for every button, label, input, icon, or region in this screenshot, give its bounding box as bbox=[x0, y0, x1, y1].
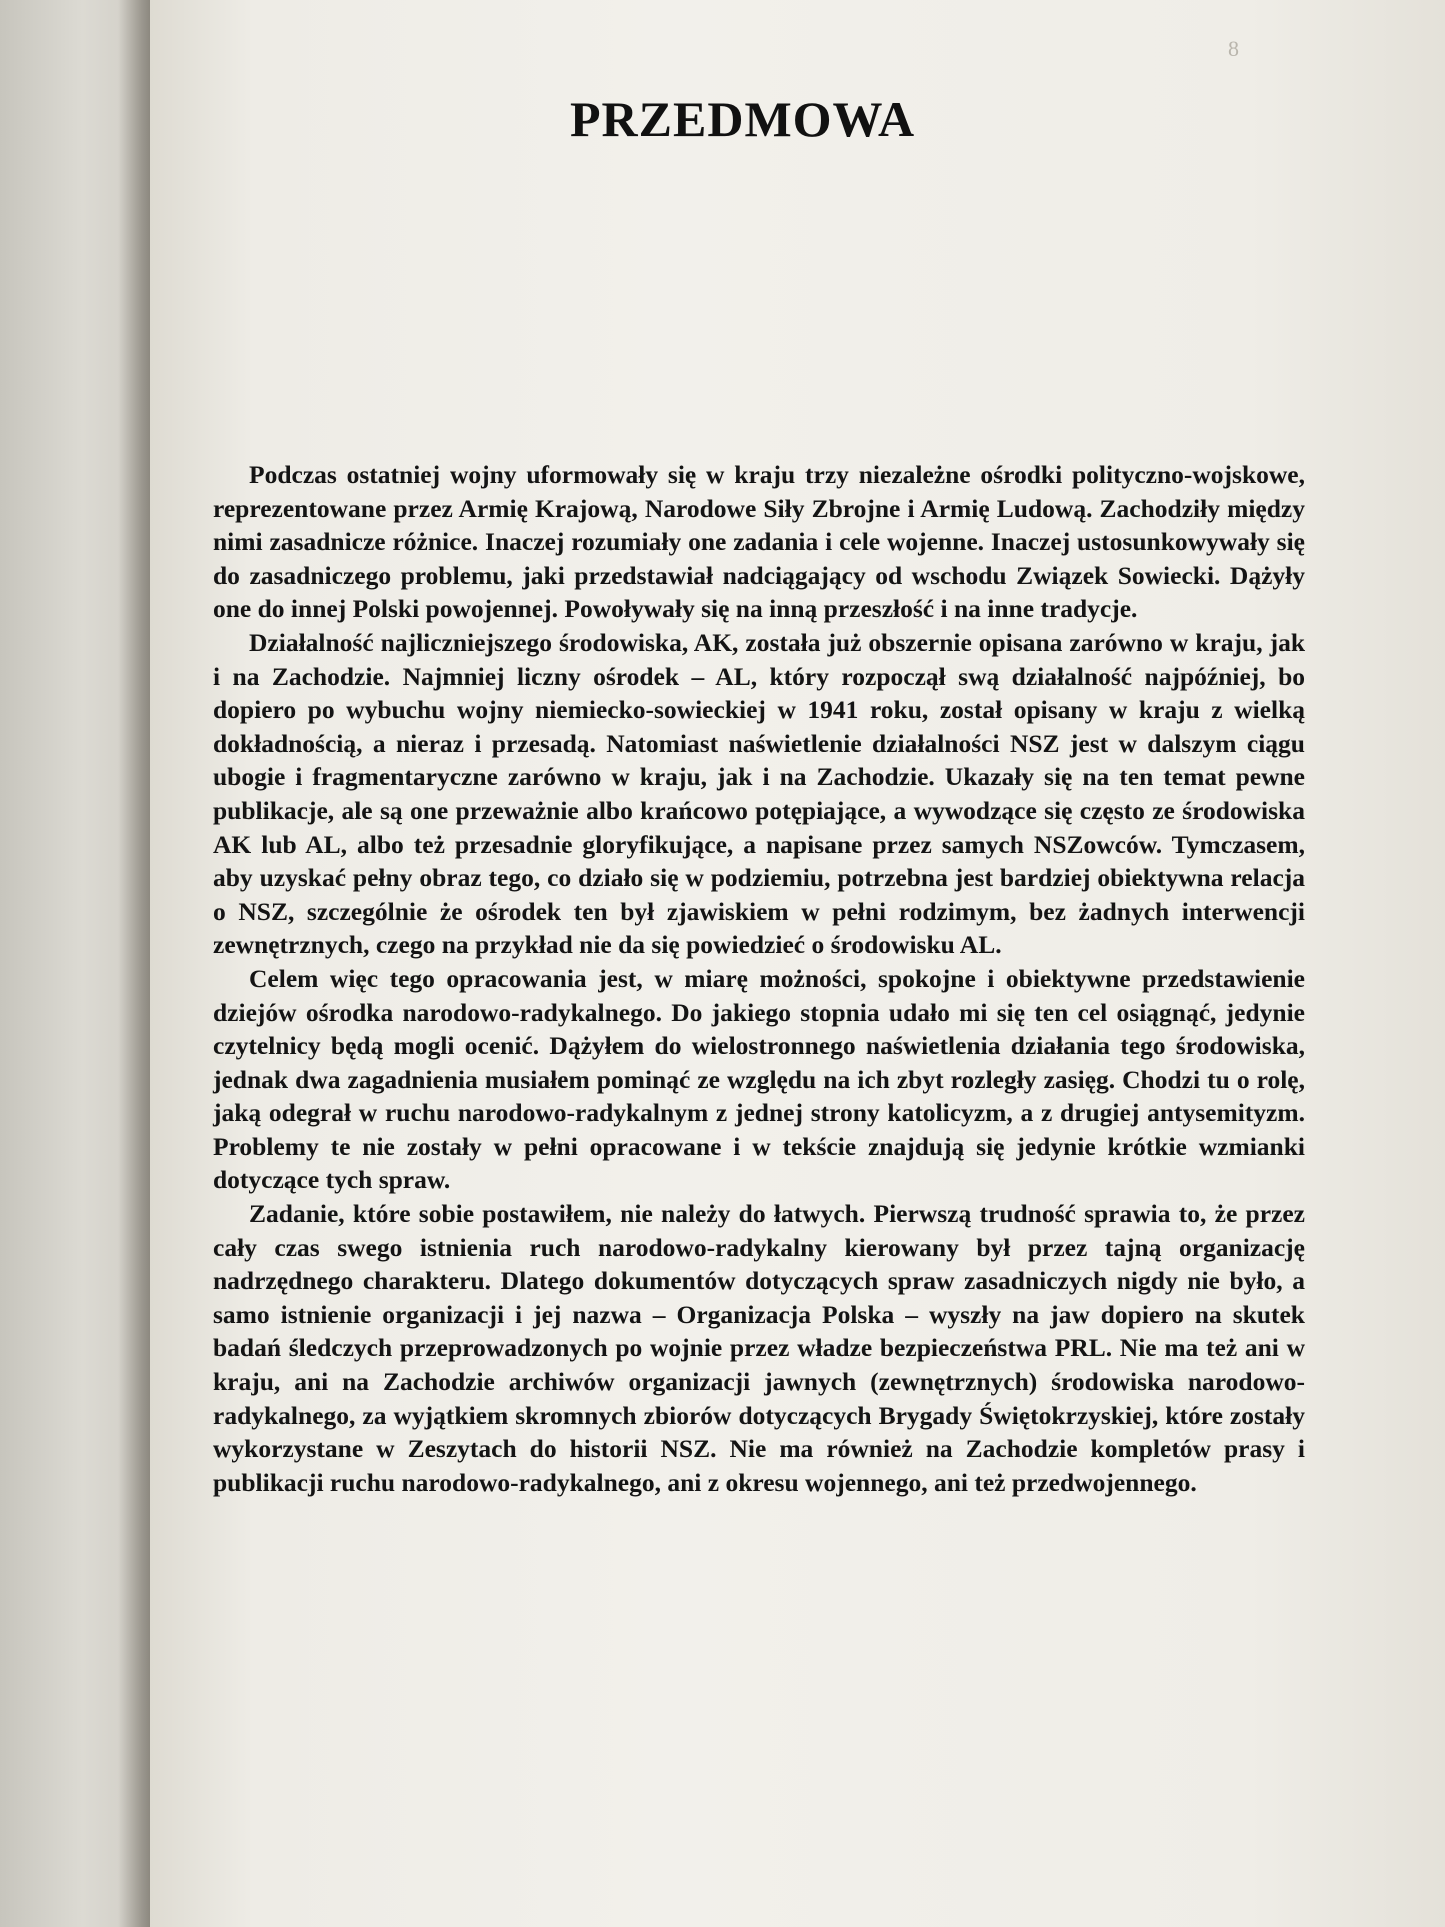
paragraph: Zadanie, które sobie postawiłem, nie należy do łatwych. Pierwszą trudność sprawia to, że przez cały czas swego istnienia ruch narodowo-radykalny kierowany był przez tajną organizację nadrzędnego charakteru. Dlatego dokumentów dotyczących spraw zasadniczych nigdy nie było, a samo istnienie organizacji i jej nazwa – Organizacja Polska – wyszły na jaw dopiero na skutek badań śledczych przeprowadzonych po wojnie przez władze bezpieczeństwa PRL. Nie ma też ani w kraju, ani na Zachodzie archiwów organizacji jawnych (zewnętrznych) środowiska narodowo-radykalnego, za wyjątkiem skromnych zbiorów dotyczących Brygady Świętokrzyskiej, które zostały wykorzystane w Zeszytach do historii NSZ. Nie ma również na Zachodzie kompletów prasy i publikacji ruchu narodowo-radykalnego, ani z okresu wojennego, ani też przedwojennego. bbox=[213, 1199, 1305, 1497]
paragraph: Działalność najliczniejszego środowiska, AK, została już obszernie opisana zarówno w kraju, jak i na Zachodzie. Najmniej liczny ośrodek – AL, który rozpoczął swą działalność najpóźniej, bo dopiero po wybuchu wojny niemiecko-sowieckiej w 1941 roku, został opisany w kraju z wielką dokładnością, a nieraz i przesadą. Natomiast naświetlenie działalności NSZ jest w dalszym ciągu ubogie i fragmentaryczne zarówno w kraju, jak i na Zachodzie. Ukazały się na ten temat pewne publikacje, ale są one przeważnie albo krańcowo potępiające, a wywodzące się często ze środowiska AK lub AL, albo też przesadnie gloryfikujące, a napisane przez samych NSZowców. Tymczasem, aby uzyskać pełny obraz tego, co działo się w podziemiu, potrzebna jest bardziej obiektywna relacja o NSZ, szczególnie że ośrodek ten był zjawiskiem w pełni rodzimym, bez żadnych interwencji zewnętrznych, czego na przykład nie da się powiedzieć o środowisku AL. bbox=[213, 627, 1305, 960]
page-title: PRZEDMOWA bbox=[570, 91, 916, 147]
paragraph: Podczas ostatniej wojny uformowały się w kraju trzy niezależne ośrodki polityczno-wojskowe, reprezentowane przez Armię Krajową, Narodowe Siły Zbrojne i Armię Ludową. Zachodziły między nimi zasadnicze różnice. Inaczej rozumiały one zadania i cele wojenne. Inaczej ustosunkowywały się do zasadniczego problemu, jaki przedstawiał nadciągający od wschodu Związek Sowiecki. Dążyły one do innej Polski powojennej. Powoływały się na inną przeszłość i na inne tradycje. bbox=[213, 460, 1305, 624]
preface-body bbox=[213, 458, 1305, 1499]
page-number: 8 bbox=[1228, 36, 1239, 61]
paragraph: Celem więc tego opracowania jest, w miarę możności, spokojne i obiektywne przedstawienie dziejów ośrodka narodowo-radykalnego. Do jakiego stopnia udało mi się ten cel osiągnąć, jedynie czytelnicy będą mogli ocenić. Dążyłem do wielostronnego naświetlenia działania tego środowiska, jednak dwa zagadnienia musiałem pominąć ze względu na ich zbyt rozległy zasięg. Chodzi tu o rolę, jaką odegrał w ruchu narodowo-radykalnym z jednej strony katolicyzm, a z drugiej antysemityzm. Problemy te nie zostały w pełni opracowane i w tekście znajdują się jedynie krótkie wzmianki dotyczące tych spraw. bbox=[213, 963, 1305, 1195]
